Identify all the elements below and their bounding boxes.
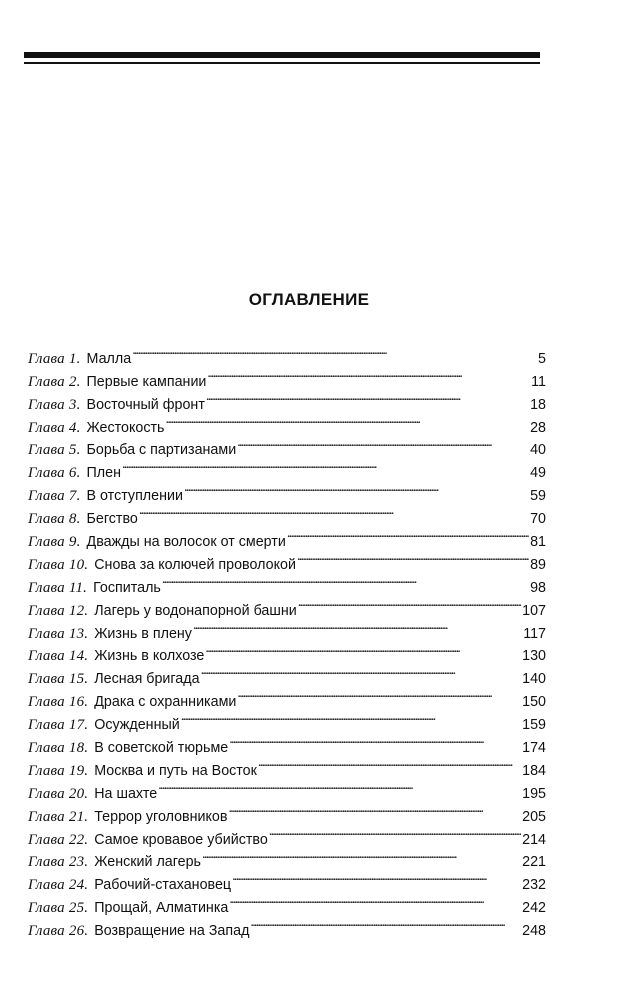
chapter-word: Глава <box>28 648 65 665</box>
chapter-title: Осужденный <box>94 717 180 734</box>
chapter-word: Глава <box>28 488 65 505</box>
chapter-word: Глава <box>28 717 65 734</box>
chapter-number <box>28 668 88 691</box>
chapter-title: В советской тюрьме <box>94 740 229 757</box>
chapter-number <box>28 645 88 668</box>
chapter-num: 5. <box>68 442 81 459</box>
dot-leader <box>132 340 537 363</box>
chapter-title: Бегство <box>86 511 138 528</box>
toc-entry[interactable] <box>28 340 546 367</box>
chapter-number <box>28 417 81 440</box>
page-number: 11 <box>531 373 546 390</box>
chapter-title: Возвращение на Запад <box>94 923 250 940</box>
chapter-num: 22. <box>68 831 89 848</box>
chapter-num: 26. <box>68 923 89 940</box>
chapter-num: 3. <box>68 396 81 413</box>
page-number: 221 <box>522 854 546 871</box>
chapter-num: 20. <box>68 785 89 802</box>
chapter-word: Глава <box>28 762 65 779</box>
page-number: 28 <box>530 419 546 436</box>
chapter-word: Глава <box>28 854 65 871</box>
chapter-word: Глава <box>28 831 65 848</box>
dot-leader <box>269 821 521 844</box>
page-number: 174 <box>522 740 546 757</box>
chapter-num: 11. <box>68 579 88 596</box>
chapter-num: 21. <box>68 808 89 825</box>
dot-leader <box>205 638 521 661</box>
chapter-number <box>28 851 88 874</box>
chapter-title: Снова за колючей проволокой <box>94 556 296 573</box>
chapter-title: Самое кровавое убийство <box>94 831 268 848</box>
chapter-number <box>28 394 81 417</box>
chapter-title: Восточный фронт <box>86 396 205 413</box>
page-number: 40 <box>530 442 546 459</box>
page-number: 98 <box>530 579 546 596</box>
chapter-num: 19. <box>68 762 89 779</box>
page-number: 107 <box>522 602 546 619</box>
chapter-word: Глава <box>28 534 65 551</box>
dot-leader <box>207 363 530 386</box>
chapter-word: Глава <box>28 923 65 940</box>
dot-leader <box>139 500 529 523</box>
chapter-word: Глава <box>28 419 65 436</box>
chapter-word: Глава <box>28 808 65 825</box>
chapter-word: Глава <box>28 465 65 482</box>
chapter-number <box>28 577 87 600</box>
chapter-number <box>28 462 81 485</box>
page-number: 214 <box>522 831 546 848</box>
header-rule-thin <box>24 62 540 64</box>
dot-leader <box>184 477 529 500</box>
page-number: 205 <box>522 808 546 825</box>
chapter-num: 25. <box>68 900 89 917</box>
page-number: 159 <box>522 717 546 734</box>
chapter-number <box>28 806 88 829</box>
dot-leader <box>297 546 529 569</box>
chapter-number <box>28 737 88 760</box>
chapter-word: Глава <box>28 442 65 459</box>
page-number: 18 <box>530 396 546 413</box>
page-number: 140 <box>522 671 546 688</box>
page-number: 59 <box>530 488 546 505</box>
chapter-title: Борьба с партизанами <box>86 442 237 459</box>
chapter-number <box>28 600 88 623</box>
chapter-number <box>28 371 81 394</box>
chapter-num: 10. <box>68 556 89 573</box>
chapter-number <box>28 531 81 554</box>
dot-leader <box>237 683 521 706</box>
chapter-num: 1. <box>68 350 81 367</box>
dot-leader <box>193 615 522 638</box>
dot-leader <box>206 386 529 409</box>
dot-leader <box>229 889 521 912</box>
chapter-num: 4. <box>68 419 81 436</box>
dot-leader <box>237 432 529 455</box>
chapter-title: Жестокость <box>86 419 165 436</box>
chapter-number <box>28 874 88 897</box>
dot-leader <box>122 454 529 477</box>
page-number: 242 <box>522 900 546 917</box>
chapter-title: Террор уголовников <box>94 808 228 825</box>
page-number: 117 <box>523 625 546 642</box>
chapter-number <box>28 439 81 462</box>
chapter-num: 9. <box>68 534 81 551</box>
chapter-number <box>28 897 88 920</box>
chapter-number <box>28 714 88 737</box>
chapter-number <box>28 485 81 508</box>
table-of-contents <box>28 340 546 940</box>
chapter-word: Глава <box>28 694 65 711</box>
dot-leader <box>232 866 521 889</box>
chapter-title: Госпиталь <box>93 579 161 596</box>
page-number: 150 <box>522 694 546 711</box>
chapter-num: 2. <box>68 373 81 390</box>
dot-leader <box>166 409 530 432</box>
dot-leader <box>298 592 521 615</box>
chapter-word: Глава <box>28 579 65 596</box>
chapter-title: На шахте <box>94 785 158 802</box>
chapter-title: Плен <box>86 465 121 482</box>
chapter-number <box>28 760 88 783</box>
page-number: 49 <box>530 465 546 482</box>
chapter-number <box>28 920 88 943</box>
chapter-word: Глава <box>28 625 65 642</box>
chapter-num: 15. <box>68 671 89 688</box>
dot-leader <box>202 844 521 867</box>
page-number: 184 <box>522 762 546 779</box>
chapter-title: Первые кампании <box>86 373 207 390</box>
chapter-word: Глава <box>28 396 65 413</box>
chapter-num: 18. <box>68 740 89 757</box>
dot-leader <box>201 660 522 683</box>
chapter-number <box>28 508 81 531</box>
chapter-word: Глава <box>28 556 65 573</box>
chapter-title: Рабочий-стахановец <box>94 877 232 894</box>
chapter-number <box>28 623 88 646</box>
chapter-word: Глава <box>28 785 65 802</box>
chapter-word: Глава <box>28 900 65 917</box>
chapter-title: Малла <box>86 350 132 367</box>
chapter-title: Дважды на волосок от смерти <box>86 534 286 551</box>
page-number: 195 <box>522 785 546 802</box>
chapter-word: Глава <box>28 740 65 757</box>
page-number: 70 <box>530 511 546 528</box>
chapter-number <box>28 348 81 371</box>
page-number: 5 <box>538 350 546 367</box>
chapter-title: Москва и путь на Восток <box>94 762 257 779</box>
chapter-title: В отступлении <box>86 488 183 505</box>
page-number: 81 <box>530 534 546 551</box>
dot-leader <box>287 523 529 546</box>
dot-leader <box>229 729 521 752</box>
chapter-num: 17. <box>68 717 89 734</box>
dot-leader <box>162 569 529 592</box>
chapter-title: Женский лагерь <box>94 854 202 871</box>
chapter-title: Жизнь в колхозе <box>94 648 205 665</box>
chapter-title: Прощай, Алматинка <box>94 900 229 917</box>
chapter-num: 8. <box>68 511 81 528</box>
chapter-number <box>28 691 88 714</box>
chapter-num: 6. <box>68 465 81 482</box>
chapter-num: 7. <box>68 488 81 505</box>
chapter-word: Глава <box>28 877 65 894</box>
chapter-num: 14. <box>68 648 89 665</box>
page-number: 232 <box>522 877 546 894</box>
dot-leader <box>181 706 521 729</box>
page-number: 89 <box>530 556 546 573</box>
chapter-title: Жизнь в плену <box>94 625 192 642</box>
chapter-num: 24. <box>68 877 89 894</box>
chapter-num: 12. <box>68 602 89 619</box>
chapter-title: Драка с охранниками <box>94 694 237 711</box>
chapter-word: Глава <box>28 511 65 528</box>
header-rule-thick <box>24 52 540 58</box>
chapter-title: Лагерь у водонапорной башни <box>94 602 297 619</box>
chapter-word: Глава <box>28 602 65 619</box>
dot-leader <box>258 752 521 775</box>
page-title: ОГЛАВЛЕНИЕ <box>248 290 370 309</box>
page-number: 130 <box>522 648 546 665</box>
chapter-number <box>28 829 88 852</box>
dot-leader <box>228 798 521 821</box>
chapter-num: 16. <box>68 694 89 711</box>
chapter-word: Глава <box>28 350 65 367</box>
chapter-title: Лесная бригада <box>94 671 200 688</box>
chapter-num: 13. <box>68 625 89 642</box>
chapter-num: 23. <box>68 854 89 871</box>
dot-leader <box>250 912 521 935</box>
chapter-number <box>28 783 88 806</box>
chapter-word: Глава <box>28 671 65 688</box>
chapter-number <box>28 554 88 577</box>
dot-leader <box>158 775 521 798</box>
page-number: 248 <box>522 923 546 940</box>
chapter-word: Глава <box>28 373 65 390</box>
